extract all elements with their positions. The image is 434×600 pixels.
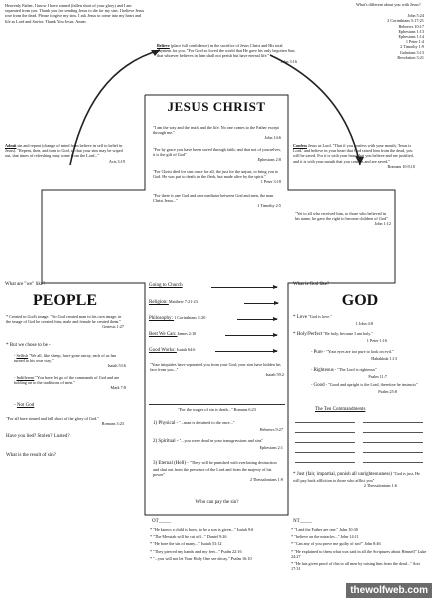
commandment-blank-line[interactable] <box>363 422 423 423</box>
whats-different-ref: John 5:24 <box>407 13 424 19</box>
wages-physical: 1) Physical - "...man is destined to die once..." Hebrews 9:27 <box>153 420 283 432</box>
confess-text: Jesus as Lord. "That if you confess with your mouth, 'Jesus is Lord,' and believe in your heart that God raised him from the dead, you will be saved. For it is with your heart that you believe and are justified, and it is with your mouth that you confess and are saved." <box>293 143 414 164</box>
people-notgod: - Not God <box>14 403 35 408</box>
god-pure: - Pure - "Your eyes are too pure to look on evil." Habakkuk 1:13 <box>311 349 397 361</box>
whats-different-ref: 2 Corinthians 5:17-21 <box>387 18 424 24</box>
works-arrow-icon <box>244 303 278 304</box>
works-item <box>149 347 289 354</box>
ot-prophecy-item: * "They pierced my hands and my feet..." Psalm 22:16 <box>150 548 242 554</box>
whats-different-ref: 1 Peter 1:4 <box>405 39 424 45</box>
works-item-ref: James 2:10 <box>177 331 197 336</box>
commandment-blank-line[interactable] <box>363 462 423 463</box>
works-arrow-icon <box>225 335 277 336</box>
commandment-blank-line[interactable] <box>295 422 355 423</box>
jesus-quote-5: "Yet to all who received him, to those who believed in his name, he gave the right to become children of God" John 1:12 <box>295 211 391 227</box>
wages-who: Who can pay the sin? <box>195 500 239 505</box>
nt-prophecy-item: * "He explained to them what was said in all the Scriptures about Himself" Luke 24:27 <box>291 548 427 559</box>
jesus-title: JESUS CHRIST <box>167 99 266 114</box>
nt-prophecy-item: * "I and the Father are one." John 10:30 <box>291 527 358 532</box>
works-item-ref: Isaiah 64:6 <box>176 347 196 352</box>
commandment-blank-line[interactable] <box>363 442 423 443</box>
works-item-label: Best We Can: <box>149 332 178 337</box>
nt-prophecy-item: * "Can any of you prove me guilty of sin?" John 8:46 <box>291 541 381 547</box>
works-item <box>149 299 289 306</box>
wages-divider <box>149 404 285 405</box>
whats-different-ref: Galatians 3:13 <box>399 49 424 55</box>
confess-ref: Romans 10:9,10 <box>387 163 415 169</box>
whats-different-ref: Revelation 3:21 <box>397 54 424 60</box>
ot-label: OT_____ <box>152 519 172 524</box>
god-holy: * Holy/Perfect "Be holy, because I am holy." 1 Peter 1:16 <box>293 331 387 343</box>
people-title: PEOPLE <box>32 292 97 309</box>
nt-label: NT_____ <box>293 519 313 524</box>
jesus-quote-1: "I am the way and the truth and the life. No one comes to the Father except through me." John 14:6 <box>153 125 281 141</box>
ot-list <box>150 527 284 563</box>
wages-eternal: 3) Eternal (Hell) - "They will be punished with everlasting destruction and shut out from the presence of the Lord and from the majesty of his power" 2 Thessalonians 1:9 <box>153 460 283 483</box>
whats-different-ref: Ephesians 1:13 <box>398 28 424 34</box>
people-created: * Created in God's image. "So God created man in his own image, in the image of God he created him; male and female he created them." Genesis 1:27 <box>6 314 124 330</box>
commandment-blank-line[interactable] <box>295 452 355 453</box>
ten-commandments-lines <box>293 416 427 466</box>
works-item <box>149 331 289 338</box>
commandment-blank-line[interactable] <box>295 462 355 463</box>
ot-prophecy-item: * "The Messiah will be cut off..." Daniel 9:26 <box>150 534 227 540</box>
works-item <box>149 315 289 322</box>
works-item-label: Going to Church <box>149 283 183 288</box>
prayer-text: Heavenly Father, I know I have sinned (fallen short of your glory) and I am separated from you. Thank you for sending Jesus to die for my sins. I believe Jesus rose from the dead. Please forgive my sins. I ask Jesus to come into my heart and life as Lord and Savior. Thank You Jesus. Amen. <box>5 3 145 24</box>
commandment-blank-line[interactable] <box>295 432 355 433</box>
works-arrow-icon <box>237 319 277 320</box>
people-question: What are "we" like? <box>5 282 46 287</box>
commandment-blank-line[interactable] <box>295 442 355 443</box>
ot-prophecy-item: * "...you will not let Your Holy One see decay." Psalm 16:10 <box>150 555 252 561</box>
nt-list <box>291 527 427 573</box>
works-item-ref: 1 Corinthians 1:20 <box>174 315 206 320</box>
works-item <box>149 283 289 289</box>
jesus-quote-4: "For there is one God and one mediator between God and men, the man Christ Jesus..." 1 Timothy 2:5 <box>153 193 281 209</box>
admit-ref: Acts 3:19 <box>108 158 125 164</box>
god-question: What is God like? <box>293 282 330 287</box>
people-indifferent: - Indifferent "You have let go of the commands of God and are holding on to the traditions of men." Mark 7:8 <box>14 375 126 391</box>
believe-ref: John 3:16 <box>280 58 297 64</box>
people-but: * But we chose to be - <box>6 343 51 348</box>
watermark: thewolfweb.com <box>346 583 432 598</box>
believe-text: (place full confidence) in the sacrifice of Jesus Christ and His total payment for you. "For God so loved the world that He gave his only begotten Son, that whoever believes in him shall not perish but have eternal life." <box>157 43 296 59</box>
iniquities-quote: "Your iniquities have separated you from your God; your sins have hidden his face from you..." Isaiah 59:2 <box>150 362 284 378</box>
believe-keyword: Believe <box>157 43 170 48</box>
works-arrow-icon <box>211 287 277 288</box>
ot-prophecy-item: * "He knows a child is born, to be a son is given..." Isaiah 9:6 <box>150 527 254 532</box>
works-item-label: Religion: <box>149 300 169 305</box>
wages-quote: "For the wages of sin is death..." Romans 6:23 <box>178 407 256 412</box>
works-item-label: Philosophy: <box>149 316 175 321</box>
ten-commandments-title: The Ten Commandments <box>315 407 366 412</box>
wages-spiritual: 2) Spiritual - "...you were dead in your transgressions and sins" Ephesians 2:1 <box>153 438 283 450</box>
whats-different-title: What's different about you with Jesus? <box>356 2 421 7</box>
god-good: - Good - "Good and upright is the Lord, therefore he instructs" Psalm 25:8 <box>311 382 418 394</box>
ot-prophecy-item: * "He bore the sin of many..." Isaiah 53:12 <box>150 541 222 547</box>
admit-keyword: Admit <box>5 143 17 148</box>
god-title: GOD <box>341 292 379 309</box>
commandment-blank-line[interactable] <box>363 432 423 433</box>
whats-different-ref: Hebrews 10:17 <box>398 23 424 29</box>
works-item-label: Good Works: <box>149 348 177 353</box>
people-selfish: - Selfish "We all, like sheep, have gone astray, each of us has turned to his own way." Isaiah 53:6 <box>14 353 126 369</box>
jesus-quote-3: "For Christ died for sins once for all, the just for the unjust, to bring you to God. He was put to death in the flesh, but made alive by the spirit." 1 Peter 3:18 <box>153 169 281 185</box>
nt-prophecy-item: * "He has given proof of this to all men by raising him from the dead..." Acts 17:31 <box>291 561 421 572</box>
commandment-blank-line[interactable] <box>363 452 423 453</box>
confess-keyword: Confess <box>293 143 307 148</box>
god-just: * Just (fair, impartial, punish all unrighteousness) "God is just, He will pay back affliction to those who afflict you" 2 Thessalonians 1:6 <box>293 471 420 489</box>
admit-text: sin and repent (change of mind from believe in self to belief in Jesus). "Repent, then, and turn to God, so that your sins may be wiped out, that times of refreshing may come from the Lord..." <box>5 143 123 159</box>
nt-prophecy-item: * "believe on the miracles..." John 14:11 <box>291 534 359 540</box>
works-arrow-icon <box>215 351 277 352</box>
god-righteous: - Righteous - "The Lord is righteous" Psalm 11:7 <box>311 367 387 379</box>
whats-different-ref: Ephesians 1:14 <box>398 34 424 40</box>
god-love: * Love "God is love." 1 John 4:8 <box>293 314 373 326</box>
whats-different-ref: 2 Timothy 1:9 <box>400 44 424 50</box>
people-allsin: "For all have sinned and fall short of the glory of God." Romans 3:23 <box>6 416 124 427</box>
people-result: What is the result of sin? <box>6 453 56 458</box>
jesus-quote-2: "For by grace you have been saved through faith; and that not of yourselves, it is the gift of God" Ephesians 2:8 <box>153 147 281 163</box>
works-item-ref: Matthew 7:21-23 <box>168 299 198 304</box>
people-lied: Have you lied? Stolen? Lusted? <box>6 434 70 439</box>
